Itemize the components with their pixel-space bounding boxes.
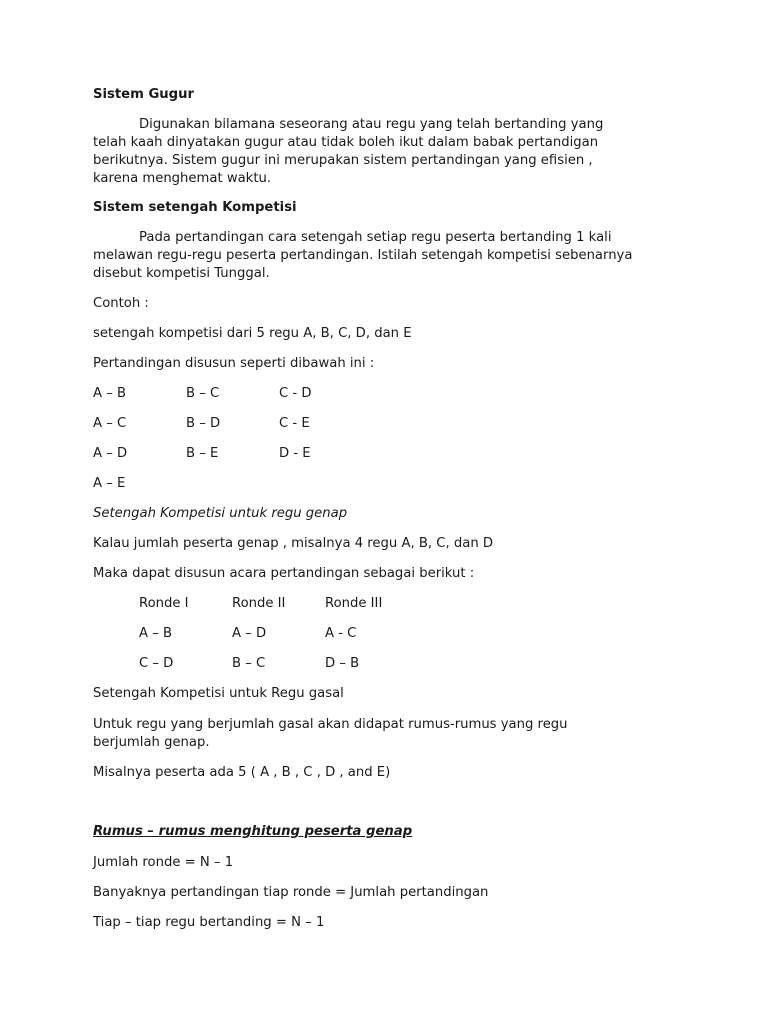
contoh-label: Contoh : [93,296,149,311]
formula-heading: Rumus – rumus menghitung peserta genap [93,824,413,839]
round-cell: A – B [139,626,173,641]
para2-line: Pada pertandingan cara setengah setiap regu peserta bertanding 1 kali [139,230,612,245]
match-cell: B – D [186,416,221,431]
match-cell: A – B [93,386,127,401]
example-intro: setengah kompetisi dari 5 regu A, B, C, D, dan E [93,326,412,341]
round-cell: C – D [139,656,174,671]
heading-setengah-kompetisi: Sistem setengah Kompetisi [93,200,297,215]
formula-line: Jumlah ronde = N – 1 [93,855,234,870]
para2-line: melawan regu-regu peserta pertandingan. Istilah setengah kompetisi sebenarnya [93,248,633,263]
match-cell: A – E [93,476,126,491]
round-header: Ronde II [232,596,286,611]
round-cell: A – D [232,626,267,641]
odd-example: Misalnya peserta ada 5 ( A , B , C , D , and E) [93,765,391,780]
even-intro: Kalau jumlah peserta genap , misalnya 4 regu A, B, C, dan D [93,536,494,551]
formula-line: Banyaknya pertandingan tiap ronde = Jumlah pertandingan [93,885,489,900]
odd-para-line: Untuk regu yang berjumlah gasal akan didapat rumus-rumus yang regu [93,717,568,732]
formula-line: Tiap – tiap regu bertanding = N – 1 [93,915,325,930]
even-arrange: Maka dapat disusun acara pertandingan sebagai berikut : [93,566,475,581]
para1-line: Digunakan bilamana seseorang atau regu yang telah bertanding yang [139,117,604,132]
round-header: Ronde III [325,596,383,611]
arrangement-intro: Pertandingan disusun seperti dibawah ini : [93,356,375,371]
even-heading: Setengah Kompetisi untuk regu genap [93,506,348,521]
match-cell: A – C [93,416,127,431]
round-header: Ronde I [139,596,189,611]
odd-para-line: berjumlah genap. [93,735,210,750]
match-cell: B – E [186,446,219,461]
round-cell: A - C [325,626,357,641]
round-cell: D – B [325,656,360,671]
match-cell: C - D [279,386,312,401]
heading-sistem-gugur: Sistem Gugur [93,87,194,102]
match-cell: D - E [279,446,311,461]
odd-heading: Setengah Kompetisi untuk Regu gasal [93,686,344,701]
para1-line: berikutnya. Sistem gugur ini merupakan sistem pertandingan yang efisien , [93,153,593,168]
para2-line: disebut kompetisi Tunggal. [93,266,270,281]
para1-line: karena menghemat waktu. [93,171,272,186]
match-cell: A – D [93,446,128,461]
match-cell: B – C [186,386,220,401]
match-cell: C - E [279,416,310,431]
round-cell: B – C [232,656,266,671]
para1-line: telah kaah dinyatakan gugur atau tidak boleh ikut dalam babak pertandigan [93,135,599,150]
